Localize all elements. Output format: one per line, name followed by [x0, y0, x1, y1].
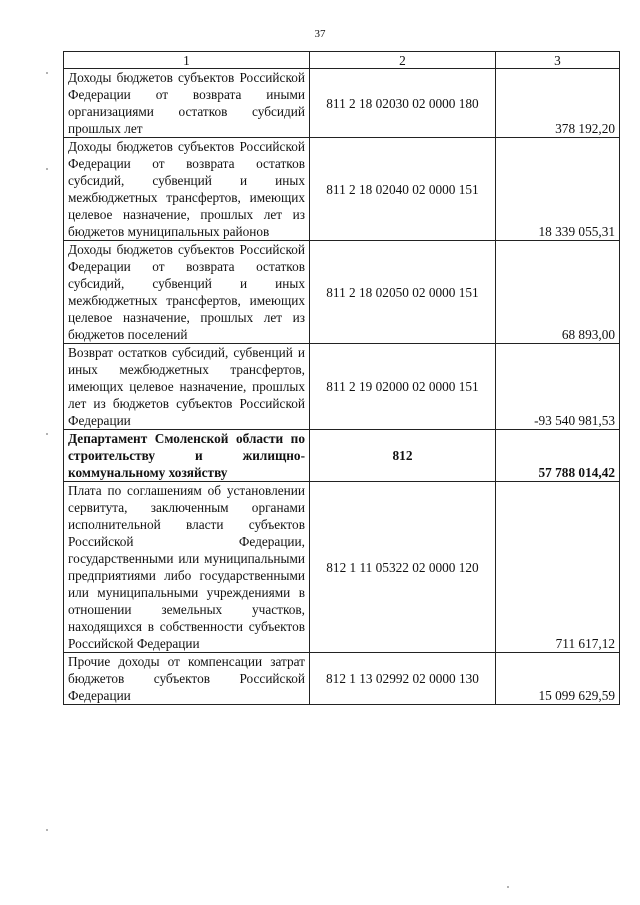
scan-speck	[46, 72, 48, 74]
budget-code: 812 1 11 05322 02 0000 120	[310, 482, 496, 653]
table-row	[64, 653, 620, 705]
scan-speck	[46, 168, 48, 170]
page-number: 37	[314, 28, 326, 40]
department-code: 812	[310, 430, 496, 482]
revenue-name: Доходы бюджетов субъектов Российской Федерации от возврата остатков субсидий, субвенций и иных межбюджетных трансфертов, имеющих целевое назначение, прошлых лет из бюджетов поселений	[64, 241, 310, 344]
budget-code: 812 1 13 02992 02 0000 130	[310, 653, 496, 705]
department-row	[64, 430, 620, 482]
revenue-name: Возврат остатков субсидий, субвенций и иных межбюджетных трансфертов, имеющих целевое назначение, прошлых лет из бюджетов субъектов Российской Федерации	[64, 344, 310, 430]
amount: 15 099 629,59	[496, 653, 620, 705]
column-header-3: 3	[496, 52, 620, 69]
budget-code: 811 2 19 02000 02 0000 151	[310, 344, 496, 430]
column-header-2: 2	[310, 52, 496, 69]
revenue-name: Доходы бюджетов субъектов Российской Федерации от возврата остатков субсидий, субвенций и иных межбюджетных трансфертов, имеющих целевое назначение, прошлых лет из бюджетов муниципальных районов	[64, 138, 310, 241]
scan-speck	[46, 433, 48, 435]
amount: 68 893,00	[496, 241, 620, 344]
table-header-row	[64, 52, 620, 69]
amount: 711 617,12	[496, 482, 620, 653]
budget-code: 811 2 18 02030 02 0000 180	[310, 69, 496, 138]
table-row	[64, 69, 620, 138]
amount: -93 540 981,53	[496, 344, 620, 430]
table-row	[64, 138, 620, 241]
scan-speck	[507, 886, 509, 888]
scan-speck	[46, 829, 48, 831]
column-header-1: 1	[64, 52, 310, 69]
department-name: Департамент Смоленской области по строительству и жилищно-коммунальному хозяйству	[64, 430, 310, 482]
amount: 18 339 055,31	[496, 138, 620, 241]
budget-code: 811 2 18 02040 02 0000 151	[310, 138, 496, 241]
revenue-name: Прочие доходы от компенсации затрат бюджетов субъектов Российской Федерации	[64, 653, 310, 705]
budget-code: 811 2 18 02050 02 0000 151	[310, 241, 496, 344]
budget-revenue-table	[63, 51, 620, 705]
table-row	[64, 241, 620, 344]
table-row	[64, 344, 620, 430]
department-total: 57 788 014,42	[496, 430, 620, 482]
table-row	[64, 482, 620, 653]
revenue-name: Доходы бюджетов субъектов Российской Федерации от возврата иными организациями остатков субсидий прошлых лет	[64, 69, 310, 138]
revenue-name: Плата по соглашениям об установлении сервитута, заключенным органами исполнительной власти субъектов Российской Федерации, государственными или муниципальными предприятиями либо государственными или муниципальными учреждениями в отношении земельных участков, находящихся в собственности субъектов Российской Федерации	[64, 482, 310, 653]
amount: 378 192,20	[496, 69, 620, 138]
